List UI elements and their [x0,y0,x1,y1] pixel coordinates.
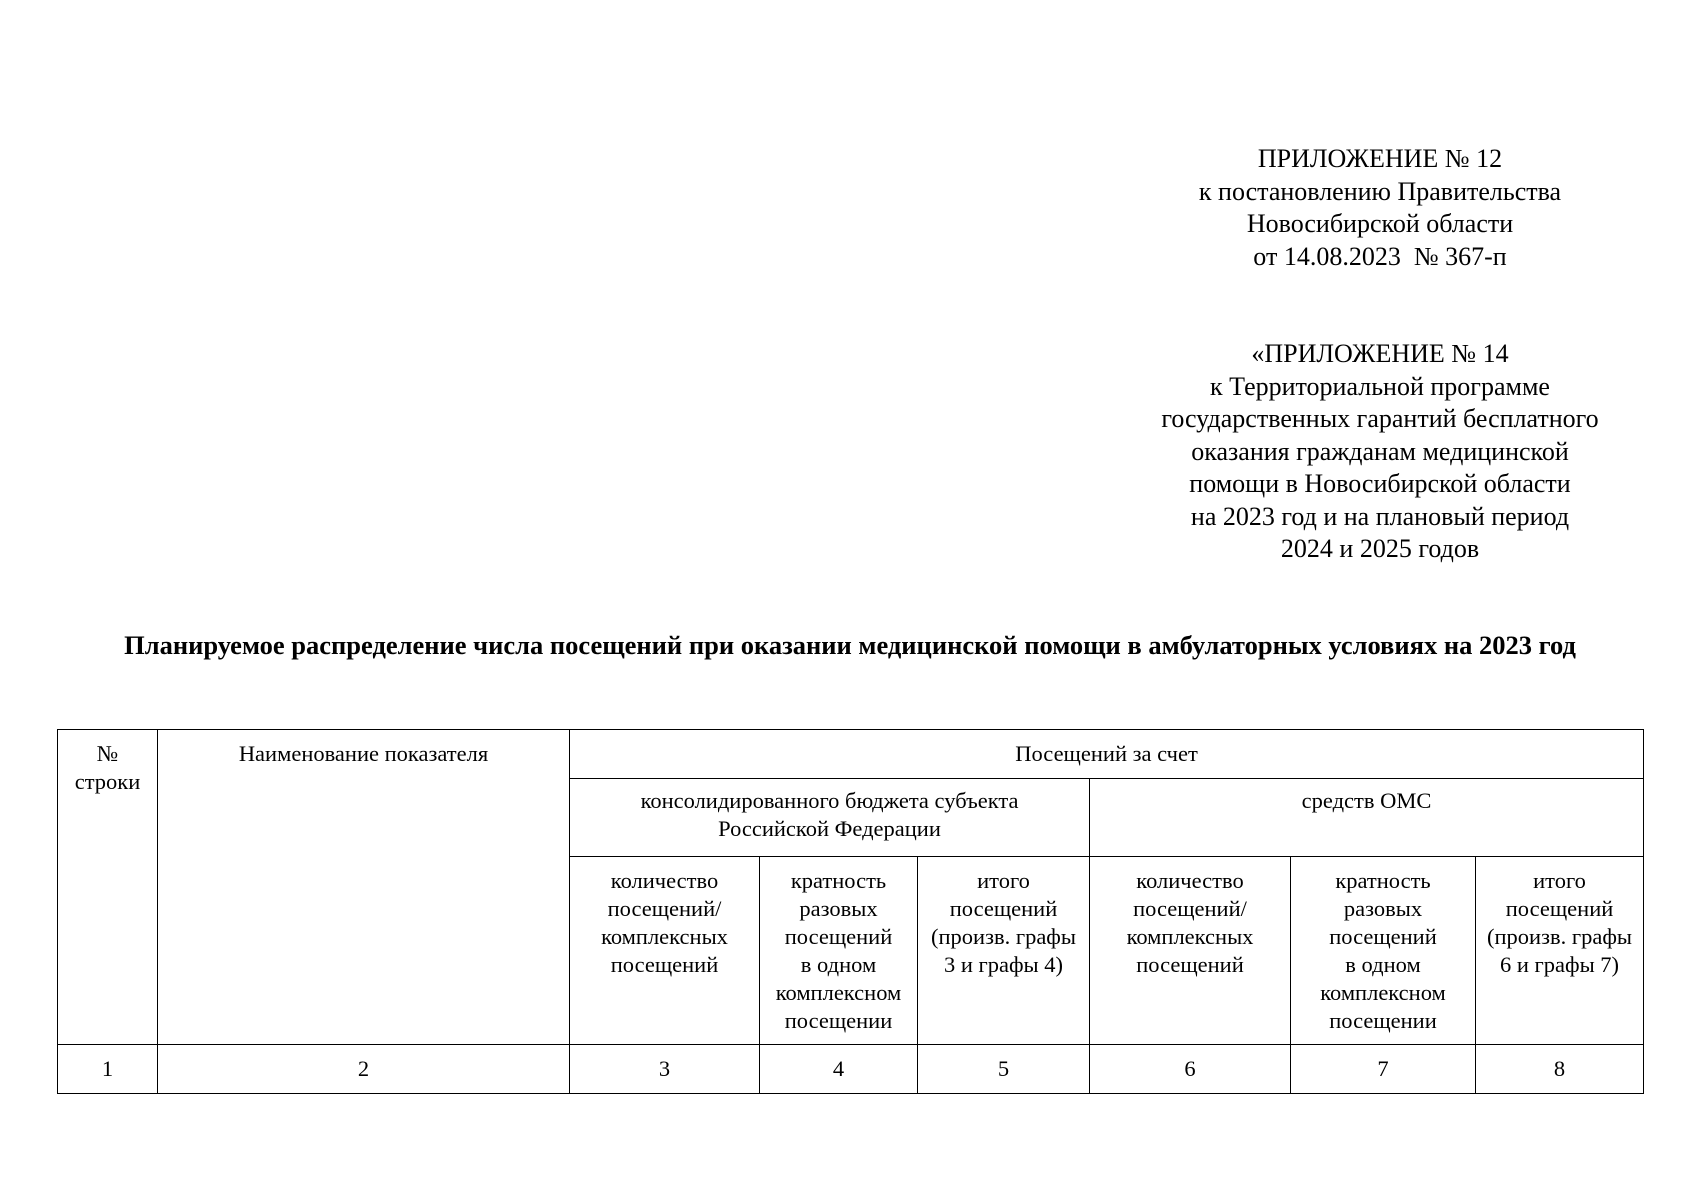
header-text: 6 и графы 7) [1499,952,1620,977]
column-number-cell: 4 [760,1045,918,1094]
header-text: кратность [790,868,887,893]
appendix-14-line: помощи в Новосибирской области [1189,469,1571,498]
header-text: разовых [799,896,878,921]
oms-group-header: средств ОМС [1090,779,1644,857]
header-text: итого [977,868,1030,893]
budget-group-header [570,779,1090,857]
column-number-cell: 1 [58,1045,158,1094]
header-text: (произв. графы [1487,924,1633,949]
column-number-cell: 5 [918,1045,1090,1094]
header-text: посещений [610,952,719,977]
header-text: комплексных [601,924,728,949]
header-text: посещений [784,924,893,949]
header-text: посещений/ [1133,896,1247,921]
oms-total-header [1476,857,1644,1045]
column-number-cell: 2 [158,1045,570,1094]
appendix-14-line: оказания гражданам медицинской [1191,436,1569,466]
appendix-12-header [1160,143,1600,273]
column-number-row [58,1045,1644,1094]
header-text: в одном [1345,952,1421,977]
appendix-14-header [1120,338,1640,566]
header-text: (произв. графы [931,924,1076,949]
header-text: количество [1136,868,1244,893]
appendix-12-line: ПРИЛОЖЕНИЕ № 12 [1257,144,1503,173]
header-text: 3 и графы 4) [943,952,1064,977]
column-number-cell: 8 [1476,1045,1644,1094]
header-text: посещении [784,1008,893,1033]
header-text: комплексных [1126,924,1254,949]
table-header-row [58,730,1644,779]
appendix-14-line: 2024 и 2025 годов [1280,534,1480,563]
column-number-cell: 6 [1090,1045,1291,1094]
document-title: Планируемое распределение числа посещений при оказании медицинской помощи в амбулаторных условиях на 2023 год [124,630,1576,660]
header-text: консолидированного бюджета субъекта [640,788,1019,813]
visits-distribution-table [57,729,1644,1094]
header-text: разовых [1343,896,1423,921]
column-number-cell: 7 [1291,1045,1476,1094]
header-text: посещений [1136,952,1244,977]
header-text: посещений [949,896,1058,921]
header-text: в одном [800,952,877,977]
header-text: Российской Федерации [718,816,941,841]
header-text: строки [74,769,141,794]
header-text: комплексном [775,980,902,1005]
header-text: посещений [1505,896,1614,921]
appendix-14-line: к Территориальной программе [1210,371,1550,401]
header-text: комплексном [1320,980,1446,1005]
column-number-cell: 3 [570,1045,760,1094]
appendix-14-line: «ПРИЛОЖЕНИЕ № 14 [1251,339,1509,368]
header-text: посещений [1329,924,1437,949]
budget-multiplicity-header [760,857,918,1045]
appendix-12-line: от 14.08.2023 № 367-п [1253,241,1507,271]
header-text: итого [1533,868,1586,893]
header-text: № [96,741,119,766]
appendix-12-line: Новосибирской области [1246,209,1514,238]
header-text: количество [610,868,719,893]
budget-total-header [918,857,1090,1045]
visits-funded-by-header: Посещений за счет [570,730,1644,779]
oms-count-header [1090,857,1291,1045]
header-text: посещении [1329,1008,1437,1033]
appendix-14-line: на 2023 год и на плановый период [1190,501,1570,531]
row-number-header [58,730,158,1045]
header-text: кратность [1335,868,1431,893]
indicator-name-header: Наименование показателя [158,730,570,1045]
budget-count-header [570,857,760,1045]
appendix-14-line: государственных гарантий бесплатного [1161,404,1599,433]
oms-multiplicity-header [1291,857,1476,1045]
header-text: посещений/ [607,896,722,921]
appendix-12-line: к постановлению Правительства [1198,176,1562,206]
